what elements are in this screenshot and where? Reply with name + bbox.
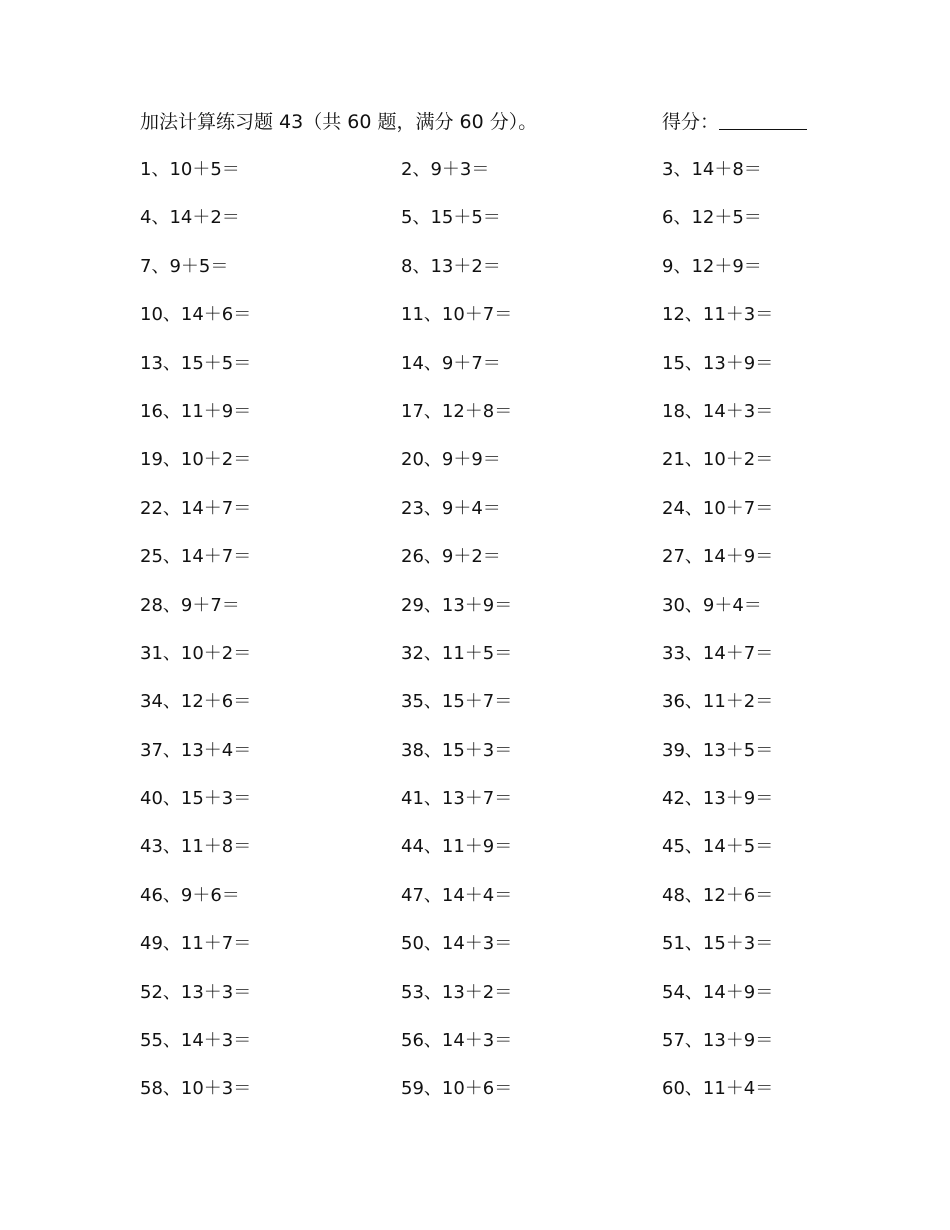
problem-item: 51、15＋3＝ (662, 933, 774, 955)
problem-item: 43、11＋8＝ (140, 836, 252, 858)
problem-item: 8、13＋2＝ (401, 255, 501, 277)
problem-item: 18、14＋3＝ (662, 400, 774, 422)
problem-item: 3、14＋8＝ (662, 159, 762, 180)
problem-item: 52、13＋3＝ (140, 981, 252, 1003)
problem-item: 45、14＋5＝ (662, 836, 774, 858)
worksheet-title: 加法计算练习题 43（共 60 题，满分 60 分）。 (140, 111, 538, 133)
problem-item: 12、11＋3＝ (662, 304, 774, 326)
problem-item: 38、15＋3＝ (401, 739, 513, 761)
problem-item: 37、13＋4＝ (140, 739, 252, 761)
problem-item: 56、14＋3＝ (401, 1030, 513, 1052)
problem-item: 50、14＋3＝ (401, 933, 513, 955)
problem-item: 32、11＋5＝ (401, 642, 513, 664)
problem-item: 54、14＋9＝ (662, 981, 774, 1003)
problem-item: 4、14＋2＝ (140, 207, 240, 229)
score-label: 得分： (662, 111, 720, 133)
problem-item: 13、15＋5＝ (140, 352, 252, 374)
problem-item: 60、11＋4＝ (662, 1078, 774, 1100)
score-blank-line (719, 107, 807, 130)
problem-item: 7、9＋5＝ (140, 255, 229, 277)
problem-item: 44、11＋9＝ (401, 836, 513, 858)
problem-item: 33、14＋7＝ (662, 642, 774, 664)
problem-item: 26、9＋2＝ (401, 546, 501, 568)
problem-item: 24、10＋7＝ (662, 497, 774, 519)
problem-item: 11、10＋7＝ (401, 304, 513, 326)
problem-item: 55、14＋3＝ (140, 1030, 252, 1052)
problem-item: 5、15＋5＝ (401, 207, 501, 229)
problem-item: 36、11＋2＝ (662, 691, 774, 713)
problem-item: 15、13＋9＝ (662, 352, 774, 374)
problem-item: 58、10＋3＝ (140, 1078, 252, 1100)
problem-item: 25、14＋7＝ (140, 546, 252, 568)
problem-item: 20、9＋9＝ (401, 449, 501, 471)
problem-item: 48、12＋6＝ (662, 884, 774, 906)
problem-item: 28、9＋7＝ (140, 594, 240, 616)
problem-item: 10、14＋6＝ (140, 304, 252, 326)
problem-item: 17、12＋8＝ (401, 400, 513, 422)
problem-item: 47、14＋4＝ (401, 884, 513, 906)
problem-grid (140, 155, 820, 1123)
problem-item: 41、13＋7＝ (401, 788, 513, 810)
problem-item: 46、9＋6＝ (140, 884, 240, 906)
problem-item: 16、11＋9＝ (140, 400, 252, 422)
problem-item: 49、11＋7＝ (140, 933, 252, 955)
problem-item: 34、12＋6＝ (140, 691, 252, 713)
worksheet-header (140, 107, 820, 137)
problem-item: 39、13＋5＝ (662, 739, 774, 761)
problem-item: 53、13＋2＝ (401, 981, 513, 1003)
problem-item: 19、10＋2＝ (140, 449, 252, 471)
problem-item: 9、12＋9＝ (662, 255, 762, 277)
problem-item: 29、13＋9＝ (401, 594, 513, 616)
problem-item: 42、13＋9＝ (662, 788, 774, 810)
problem-item: 21、10＋2＝ (662, 449, 774, 471)
problem-item: 1、10＋5＝ (140, 159, 240, 180)
score-field (662, 107, 807, 137)
problem-item: 27、14＋9＝ (662, 546, 774, 568)
problem-item: 22、14＋7＝ (140, 497, 252, 519)
problem-item: 30、9＋4＝ (662, 594, 762, 616)
problem-item: 23、9＋4＝ (401, 497, 501, 519)
problem-item: 59、10＋6＝ (401, 1078, 513, 1100)
problem-item: 6、12＋5＝ (662, 207, 762, 229)
problem-item: 31、10＋2＝ (140, 642, 252, 664)
problem-item: 40、15＋3＝ (140, 788, 252, 810)
problem-item: 35、15＋7＝ (401, 691, 513, 713)
problem-item: 14、9＋7＝ (401, 352, 501, 374)
problem-item: 2、9＋3＝ (401, 159, 490, 180)
problem-item: 57、13＋9＝ (662, 1030, 774, 1052)
